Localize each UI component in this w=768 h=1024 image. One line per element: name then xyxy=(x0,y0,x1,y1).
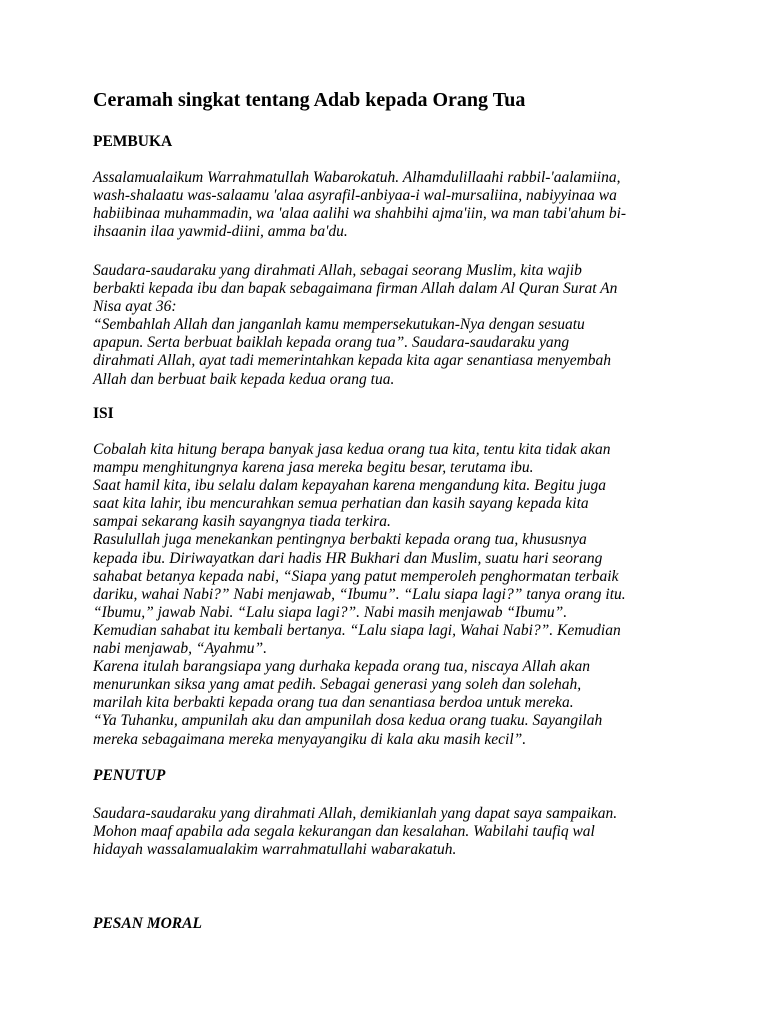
text-line: nabi menjawab, “Ayahmu”. xyxy=(93,640,267,658)
paragraph-penutup xyxy=(93,805,617,859)
paragraph-pembuka-ayat xyxy=(93,262,617,389)
text-line: Kemudian sahabat itu kembali bertanya. “Lalu siapa lagi, Wahai Nabi?”. Kemudian xyxy=(93,621,621,639)
text-line: apapun. Serta berbuat baiklah kepada orang tua”. Saudara-saudaraku yang xyxy=(93,334,570,352)
text-line: mampu menghitungnya karena jasa mereka begitu besar, terutama ibu. xyxy=(93,459,534,477)
text-line: Nisa ayat 36: xyxy=(93,298,177,316)
paragraph-isi xyxy=(93,441,626,749)
text-line: “Sembahlah Allah dan janganlah kamu mempersekutukan-Nya dengan sesuatu xyxy=(93,316,585,334)
text-line: dirahmati Allah, ayat tadi memerintahkan kepada kita agar senantiasa menyembah xyxy=(93,352,612,370)
text-line: habiibinaa muhammadin, wa 'alaa aalihi wa shahbihi ajma'iin, wa man tabi'ahum bi- xyxy=(93,205,627,223)
text-line: marilah kita berbakti kepada orang tua dan senantiasa berdoa untuk mereka. xyxy=(93,694,574,712)
text-line: Allah dan berbuat baik kepada kedua orang tua. xyxy=(93,370,395,388)
text-line: Saudara-saudaraku yang dirahmati Allah, sebagai seorang Muslim, kita wajib xyxy=(93,262,582,279)
document-title: Ceramah singkat tentang Adab kepada Orang Tua xyxy=(93,89,526,111)
text-line: mereka sebagaimana mereka menyayangiku di kala aku masih kecil”. xyxy=(93,730,527,748)
paragraph-pembuka-salam xyxy=(93,169,626,241)
text-line: Saudara-saudaraku yang dirahmati Allah, demikianlah yang dapat saya sampaikan. xyxy=(93,805,618,822)
text-line: Mohon maaf apabila ada segala kekurangan dan kesalahan. Wabilahi taufiq wal xyxy=(93,823,595,841)
text-line: “Ya Tuhanku, ampunilah aku dan ampunilah dosa kedua orang tuaku. Sayangilah xyxy=(93,712,603,730)
text-line: dariku, wahai Nabi?” Nabi menjawab, “Ibumu”. “Lalu siapa lagi?” tanya orang itu. xyxy=(93,585,626,603)
text-line: sahabat betanya kepada nabi, “Siapa yang patut memperoleh penghormatan terbaik xyxy=(93,567,619,585)
text-line: menurunkan siksa yang amat pedih. Sebagai generasi yang soleh dan solehah, xyxy=(93,676,582,694)
text-line: kepada ibu. Diriwayatkan dari hadis HR Bukhari dan Muslim, suatu hari seorang xyxy=(93,549,603,567)
text-line: sampai sekarang kasih sayangnya tiada terkira. xyxy=(93,513,391,531)
heading-penutup: PENUTUP xyxy=(93,767,166,784)
text-line: hidayah wassalamualakim warrahmatullahi wabarakatuh. xyxy=(93,841,457,859)
text-line: ihsaanin ilaa yawmid-diini, amma ba'du. xyxy=(93,223,348,241)
text-line: berbakti kepada ibu dan bapak sebagaimana firman Allah dalam Al Quran Surat An xyxy=(93,280,618,298)
heading-pembuka: PEMBUKA xyxy=(93,133,173,150)
heading-isi: ISI xyxy=(93,405,114,422)
text-line: Saat hamil kita, ibu selalu dalam kepayahan karena mengandung kita. Begitu juga xyxy=(93,477,606,495)
heading-pesan-moral: PESAN MORAL xyxy=(93,915,202,932)
text-line: Rasulullah juga menekankan pentingnya berbakti kepada orang tua, khususnya xyxy=(93,531,587,549)
text-line: Cobalah kita hitung berapa banyak jasa kedua orang tua kita, tentu kita tidak akan xyxy=(93,441,611,458)
text-line: Karena itulah barangsiapa yang durhaka kepada orang tua, niscaya Allah akan xyxy=(93,658,590,676)
text-line: wash-shalaatu was-salaamu 'alaa asyrafil-anbiyaa-i wal-mursaliina, nabiyyinaa wa xyxy=(93,187,617,205)
text-line: saat kita lahir, ibu mencurahkan semua perhatian dan kasih sayang kepada kita xyxy=(93,495,589,513)
text-line: “Ibumu,” jawab Nabi. “Lalu siapa lagi?”. Nabi masih menjawab “Ibumu”. xyxy=(93,603,568,621)
text-line: Assalamualaikum Warrahmatullah Wabarokatuh. Alhamdulillaahi rabbil-'aalamiina, xyxy=(93,169,621,186)
